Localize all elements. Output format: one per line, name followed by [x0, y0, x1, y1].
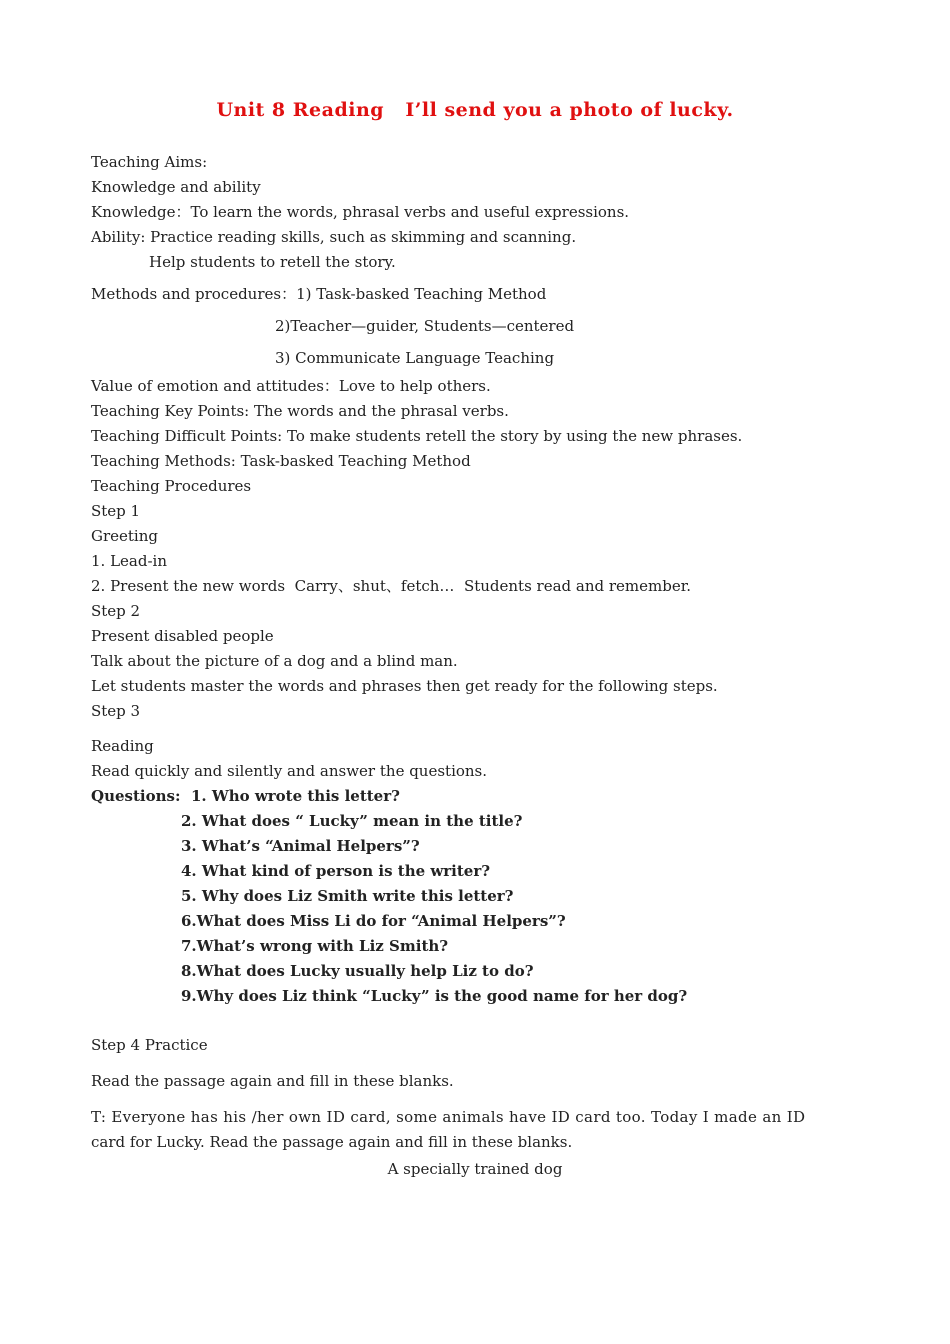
question-item: 8.What does Lucky usually help Liz to do?	[181, 962, 534, 980]
question-item: 1. Who wrote this letter?	[191, 787, 400, 805]
step4-instruction: Read the passage again and fill in these blanks.	[91, 1072, 454, 1090]
teaching-methods-line: Teaching Methods: Task-basked Teaching Method	[91, 452, 471, 470]
step3-instruction: Read quickly and silently and answer the questions.	[91, 762, 488, 780]
question-item: 2. What does “ Lucky” mean in the title?	[181, 812, 523, 830]
question-item: 9.Why does Liz think “Lucky” is the good name for her dog?	[181, 987, 688, 1005]
step2-line-1: Present disabled people	[91, 627, 274, 645]
step2-line-3: Let students master the words and phrases then get ready for the following steps.	[91, 677, 718, 695]
teacher-line-2: card for Lucky. Read the passage again and fill in these blanks.	[91, 1133, 573, 1151]
procedures-heading: Teaching Procedures	[91, 477, 252, 495]
step2-heading: Step 2	[91, 602, 141, 620]
step1-item-2: 2. Present the new words Carry、shut、fetch… Students read and remember.	[91, 577, 692, 595]
question-item: 3. What’s “Animal Helpers”?	[181, 837, 420, 855]
step4-heading: Step 4 Practice	[91, 1036, 208, 1054]
step1-greeting: Greeting	[91, 527, 158, 545]
knowledge-line: Knowledge：To learn the words, phrasal verbs and useful expressions.	[91, 203, 630, 221]
page-title: Unit 8 Reading I’ll send you a photo of lucky.	[216, 99, 734, 121]
key-points-line: Teaching Key Points: The words and the phrasal verbs.	[91, 402, 509, 420]
ability-line: Ability: Practice reading skills, such as skimming and scanning.	[91, 228, 577, 246]
value-line: Value of emotion and attitudes：Love to help others.	[91, 377, 491, 395]
methods-line-2: 2)Teacher—guider, Students—centered	[275, 317, 575, 335]
question-item: 5. Why does Liz Smith write this letter?	[181, 887, 514, 905]
step1-heading: Step 1	[91, 502, 141, 520]
teaching-aims-heading: Teaching Aims:	[91, 153, 208, 171]
questions-label: Questions:	[91, 787, 181, 805]
methods-line-1: Methods and procedures：1) Task-basked Teaching Method	[91, 285, 547, 303]
question-item: 6.What does Miss Li do for “Animal Helpers”?	[181, 912, 566, 930]
teacher-line-1: T: Everyone has his /her own ID card, some animals have ID card too. Today I made an ID	[91, 1108, 806, 1126]
step3-heading: Step 3	[91, 702, 141, 720]
step3-reading: Reading	[91, 737, 154, 755]
difficult-points-line: Teaching Difficult Points: To make students retell the story by using the new phrases.	[91, 427, 743, 445]
knowledge-ability-line: Knowledge and ability	[91, 178, 261, 196]
methods-line-3: 3) Communicate Language Teaching	[275, 349, 555, 367]
question-item: 7.What’s wrong with Liz Smith?	[181, 937, 449, 955]
step1-item-1: 1. Lead-in	[91, 552, 167, 570]
id-card-title: A specially trained dog	[387, 1160, 563, 1178]
step2-line-2: Talk about the picture of a dog and a blind man.	[91, 652, 458, 670]
question-item: 4. What kind of person is the writer?	[181, 862, 491, 880]
ability-line-2: Help students to retell the story.	[149, 253, 396, 271]
